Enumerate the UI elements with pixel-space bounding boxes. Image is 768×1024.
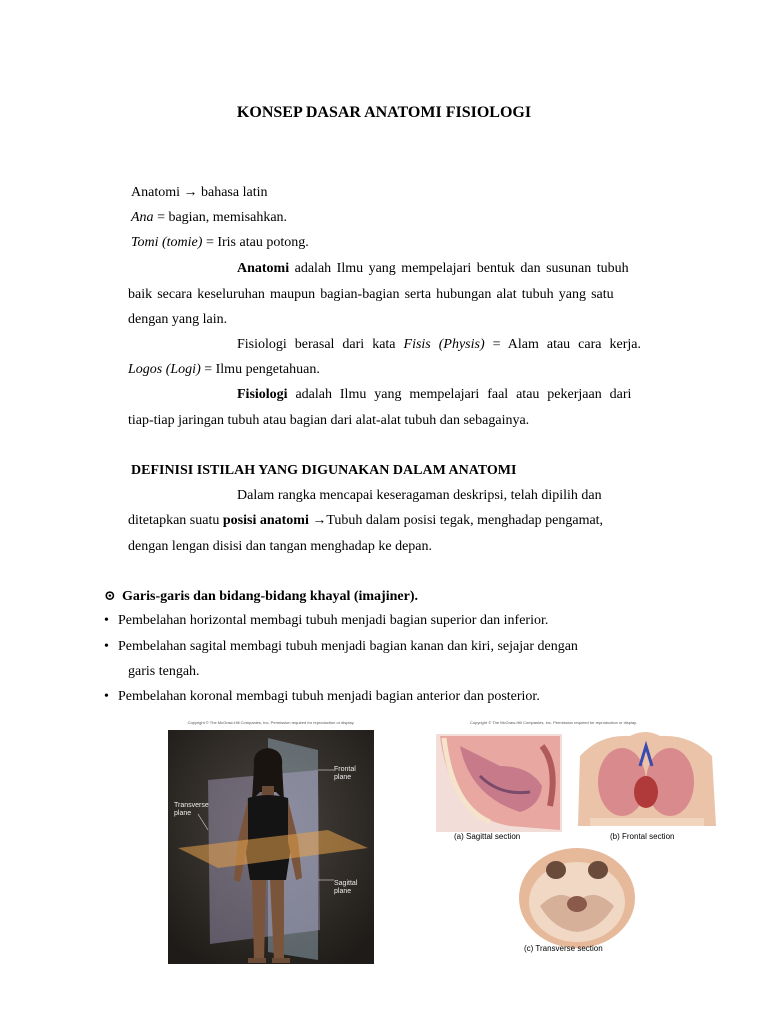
def-tomi: = Iris atau potong. (202, 235, 309, 250)
bullet-icon: • (104, 689, 109, 704)
label-frontal-section: (b) Frontal section (610, 832, 675, 841)
paragraph-fisiologi-line2: tiap-tiap jaringan tubuh atau bagian dari alat-alat tubuh dan sebagainya. (128, 413, 530, 428)
figure-body-sections (430, 716, 724, 960)
list-heading-text: Garis-garis dan bidang-bidang khayal (imajiner). (122, 589, 418, 604)
list-item-text: Pembelahan sagital membagi tubuh menjadi bagian kanan dan kiri, sejajar dengan (118, 639, 578, 654)
section-line3: dengan lengan disisi dan tangan menghadap ke depan. (128, 539, 433, 554)
term-tomi: Tomi (tomie) (131, 235, 203, 250)
label-frontal-plane: Frontal plane (334, 766, 356, 781)
intro-latin: bahasa latin (201, 185, 268, 200)
arrow-icon: → (183, 185, 198, 200)
paragraph-anatomi-line1 (237, 260, 658, 278)
intro-line-tomi (131, 234, 309, 252)
section-line1: Dalam rangka mencapai keseragaman deskripsi, telah dipilih dan (237, 488, 602, 503)
term-anatomi-bold: Anatomi (237, 261, 290, 276)
circle-dot-icon: ⊙ (104, 589, 116, 604)
logos-def: = Ilmu pengetahuan. (200, 362, 320, 377)
sections-illustration (430, 726, 724, 960)
list-item-text: Pembelahan koronal membagi tubuh menjadi bagian anterior dan posterior. (118, 689, 540, 704)
list-item-text: Pembelahan horizontal membagi tubuh menjadi bagian superior dan inferior. (118, 613, 549, 628)
term-logos: Logos (Logi) (128, 362, 201, 377)
term-ana: Ana (131, 210, 154, 225)
paragraph-anatomi-line3: dengan yang lain. (128, 312, 228, 327)
fisiologi-def: adalah Ilmu yang mempelajari faal atau pekerjaan dari (287, 387, 632, 402)
paragraph-logos (128, 361, 320, 379)
section-heading: DEFINISI ISTILAH YANG DIGUNAKAN DALAM ANATOMI (131, 463, 517, 478)
posisi-def: Tubuh dalam posisi tegak, menghadap pengamat, (326, 513, 604, 528)
term-anatomi: Anatomi (131, 185, 180, 200)
term-fisiologi-bold: Fisiologi (237, 387, 288, 402)
bullet-icon: • (104, 639, 109, 654)
paragraph-anatomi-line2: baik secara keseluruhan maupun bagian-bagian serta hubungan alat tubuh yang satu (128, 287, 614, 302)
label-transverse-plane: Transverse plane (174, 802, 209, 817)
anatomi-def: adalah Ilmu yang mempelajari bentuk dan susunan tubuh (289, 261, 629, 276)
intro-line-anatomi (131, 184, 267, 202)
label-sagittal-section: (a) Sagittal section (454, 832, 521, 841)
list-item-continuation: garis tengah. (128, 664, 200, 679)
list-item (104, 612, 548, 630)
sagittal-section-image (436, 734, 562, 832)
fisiologi-origin-text: Fisiologi berasal dari kata (237, 337, 404, 352)
figure-body-planes (168, 718, 374, 964)
figure-copyright: Copyright © The McGraw-Hill Companies, Inc. Permission required for reproduction or display. (187, 720, 355, 725)
list-heading (104, 588, 418, 606)
label-sagittal-plane: Sagittal plane (334, 880, 358, 895)
arrow-icon: → (312, 513, 327, 528)
paragraph-fisiologi-line1 (237, 386, 658, 404)
frontal-section-image (578, 732, 716, 826)
def-ana: = bagian, memisahkan. (153, 210, 288, 225)
list-item (104, 638, 578, 656)
fisis-def: = Alam atau cara kerja. (484, 337, 641, 352)
bullet-icon: • (104, 613, 109, 628)
page-title: KONSEP DASAR ANATOMI FISIOLOGI (236, 104, 532, 121)
label-transverse-section: (c) Transverse section (524, 944, 603, 953)
list-item (104, 688, 540, 706)
intro-line-ana (131, 209, 287, 227)
term-posisi-anatomi: posisi anatomi (222, 513, 309, 528)
transverse-section-image (519, 848, 635, 948)
figure-copyright: Copyright © The McGraw-Hill Companies, Inc. Permission required for reproduction or display. (470, 720, 637, 725)
section-line2-text: ditetapkan suatu (128, 513, 223, 528)
term-fisis: Fisis (Physis) (403, 337, 485, 352)
section-line2 (128, 512, 603, 530)
paragraph-fisiologi-origin (237, 336, 658, 354)
